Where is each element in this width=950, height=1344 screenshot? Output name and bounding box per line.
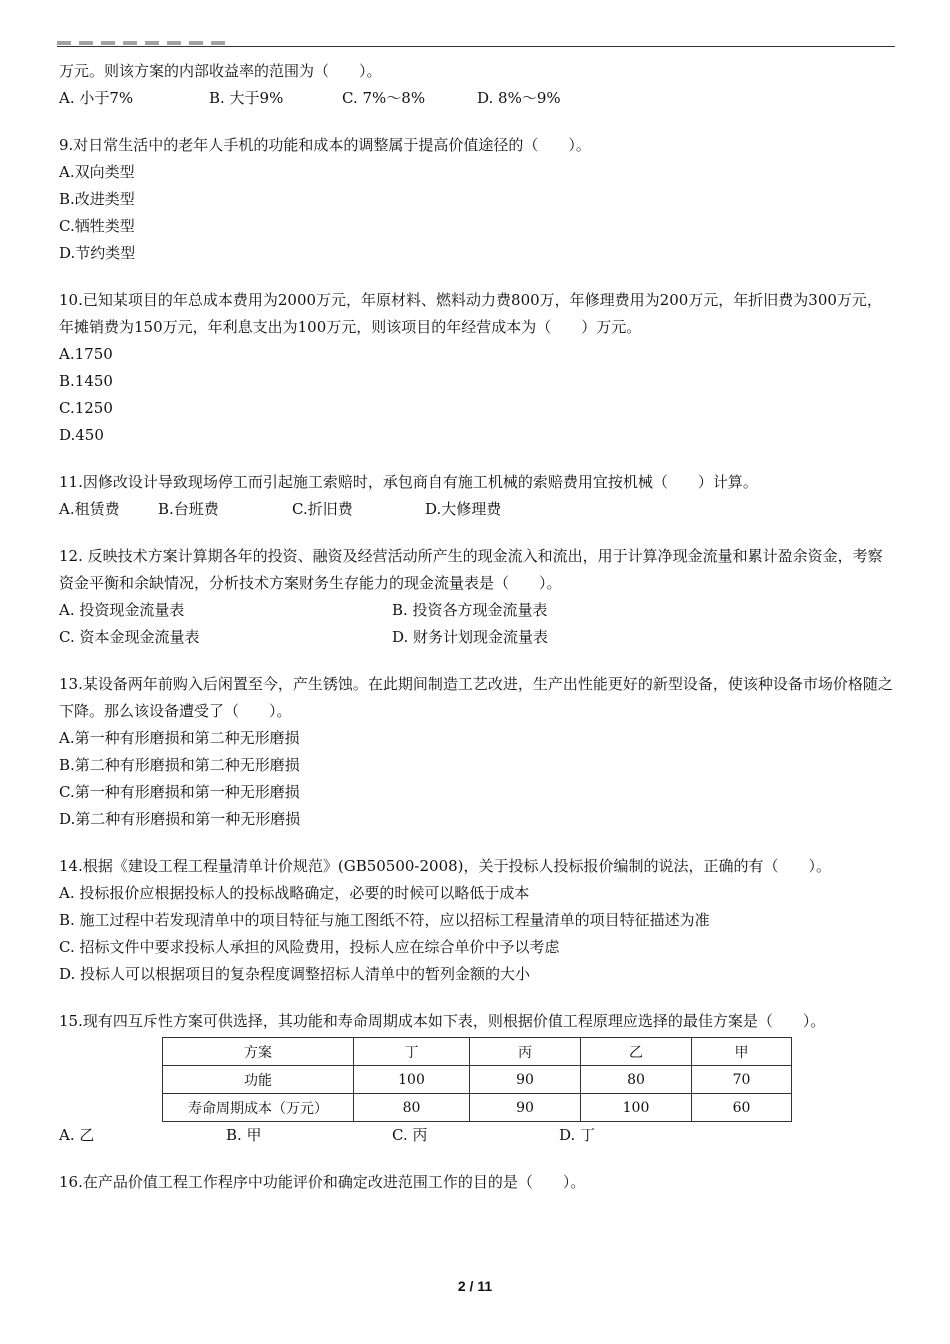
q12-option-b: B. 投资各方现金流量表 bbox=[392, 601, 548, 619]
q12-option-a: A. 投资现金流量表 bbox=[59, 601, 185, 619]
q15-stem: 15.现有四互斥性方案可供选择，其功能和寿命周期成本如下表，则根据价值工程原理应选择的最佳方案是（ ）。 bbox=[59, 1012, 826, 1030]
q10-option-c: C.1250 bbox=[59, 399, 113, 417]
table-header-cell: 乙 bbox=[581, 1038, 692, 1066]
q16-stem: 16.在产品价值工程工作程序中功能评价和确定改进范围工作的目的是（ ）。 bbox=[59, 1173, 586, 1191]
table-cell: 100 bbox=[354, 1066, 470, 1094]
q11-option-a: A.租赁费 bbox=[59, 500, 120, 518]
q14-option-b: B. 施工过程中若发现清单中的项目特征与施工图纸不符，应以招标工程量清单的项目特征描述为准 bbox=[59, 911, 710, 929]
q15-comparison-table bbox=[162, 1037, 792, 1122]
q15-options bbox=[59, 1122, 895, 1149]
q15-option-b: B. 甲 bbox=[226, 1126, 262, 1144]
q10-option-d: D.450 bbox=[59, 426, 104, 444]
q13-option-b: B.第二种有形磨损和第二种无形磨损 bbox=[59, 756, 300, 774]
table-header-row bbox=[163, 1038, 792, 1066]
table-header-cell: 甲 bbox=[692, 1038, 792, 1066]
table-header-cell: 丙 bbox=[470, 1038, 581, 1066]
q10-option-b: B.1450 bbox=[59, 372, 113, 390]
q12-option-d: D. 财务计划现金流量表 bbox=[392, 628, 549, 646]
table-row bbox=[163, 1066, 792, 1094]
q10-stem: 10.已知某项目的年总成本费用为2000万元，年原材料、燃料动力费800万，年修理费用为200万元，年折旧费为300万元，年摊销费为150万元，年利息支出为100万元，则该项目的年经营成本为（ ）万元。 bbox=[59, 291, 882, 336]
header-logo-faded bbox=[57, 41, 227, 45]
q13-option-a: A.第一种有形磨损和第二种无形磨损 bbox=[59, 729, 300, 747]
q8-option-a: A. 小于7% bbox=[59, 89, 134, 107]
q9-option-b: B.改进类型 bbox=[59, 190, 135, 208]
table-cell: 90 bbox=[470, 1066, 581, 1094]
q9-option-a: A.双向类型 bbox=[59, 163, 135, 181]
table-cell: 70 bbox=[692, 1066, 792, 1094]
q9-stem: 9.对日常生活中的老年人手机的功能和成本的调整属于提高价值途径的（ ）。 bbox=[59, 136, 591, 154]
q14-option-d: D. 投标人可以根据项目的复杂程度调整招标人清单中的暂列金额的大小 bbox=[59, 965, 531, 983]
document-body bbox=[59, 58, 895, 1196]
table-cell: 90 bbox=[470, 1094, 581, 1122]
q8-options bbox=[59, 85, 895, 112]
header-rule bbox=[57, 46, 895, 47]
q9-option-d: D.节约类型 bbox=[59, 244, 136, 262]
q13-option-c: C.第一种有形磨损和第一种无形磨损 bbox=[59, 783, 300, 801]
table-cell: 功能 bbox=[163, 1066, 354, 1094]
table-header-cell: 丁 bbox=[354, 1038, 470, 1066]
q12-options-row2 bbox=[59, 624, 895, 651]
table-cell: 寿命周期成本（万元） bbox=[163, 1094, 354, 1122]
q9-option-c: C.牺牲类型 bbox=[59, 217, 135, 235]
q10-option-a: A.1750 bbox=[59, 345, 113, 363]
q8-option-c: C. 7%～8% bbox=[342, 89, 426, 107]
q12-option-c: C. 资本金现金流量表 bbox=[59, 628, 200, 646]
table-cell: 80 bbox=[354, 1094, 470, 1122]
q14-option-c: C. 招标文件中要求投标人承担的风险费用，投标人应在综合单价中予以考虑 bbox=[59, 938, 560, 956]
q13-option-d: D.第二种有形磨损和第一种无形磨损 bbox=[59, 810, 301, 828]
q14-option-a: A. 投标报价应根据投标人的投标战略确定，必要的时候可以略低于成本 bbox=[59, 884, 530, 902]
q13-stem: 13.某设备两年前购入后闲置至今，产生锈蚀。在此期间制造工艺改进，生产出性能更好的新型设备，使该种设备市场价格随之下降。那么该设备遭受了（ ）。 bbox=[59, 675, 893, 720]
q11-option-c: C.折旧费 bbox=[292, 500, 353, 518]
q8-option-d: D. 8%～9% bbox=[477, 89, 561, 107]
q11-option-b: B.台班费 bbox=[158, 500, 219, 518]
q8-tail-text: 万元。则该方案的内部收益率的范围为（ ）。 bbox=[59, 62, 382, 80]
q15-option-a: A. 乙 bbox=[59, 1126, 95, 1144]
table-cell: 60 bbox=[692, 1094, 792, 1122]
q11-options bbox=[59, 496, 895, 523]
table-cell: 80 bbox=[581, 1066, 692, 1094]
table-cell: 100 bbox=[581, 1094, 692, 1122]
q8-option-b: B. 大于9% bbox=[209, 89, 284, 107]
table-header-cell: 方案 bbox=[163, 1038, 354, 1066]
q11-stem: 11.因修改设计导致现场停工而引起施工索赔时，承包商自有施工机械的索赔费用宜按机械（ ）计算。 bbox=[59, 473, 758, 491]
q12-options-row1 bbox=[59, 597, 895, 624]
q15-option-c: C. 丙 bbox=[392, 1126, 428, 1144]
table-row bbox=[163, 1094, 792, 1122]
page-number: 2 / 11 bbox=[457, 1278, 493, 1294]
q12-stem: 12. 反映技术方案计算期各年的投资、融资及经营活动所产生的现金流入和流出，用于计算净现金流量和累计盈余资金，考察资金平衡和余缺情况，分析技术方案财务生存能力的现金流量表是（ ）。 bbox=[59, 547, 883, 592]
q11-option-d: D.大修理费 bbox=[425, 500, 502, 518]
q14-stem: 14.根据《建设工程工程量清单计价规范》(GB50500-2008)，关于投标人投标报价编制的说法，正确的有（ ）。 bbox=[59, 857, 832, 875]
q15-option-d: D. 丁 bbox=[559, 1126, 596, 1144]
